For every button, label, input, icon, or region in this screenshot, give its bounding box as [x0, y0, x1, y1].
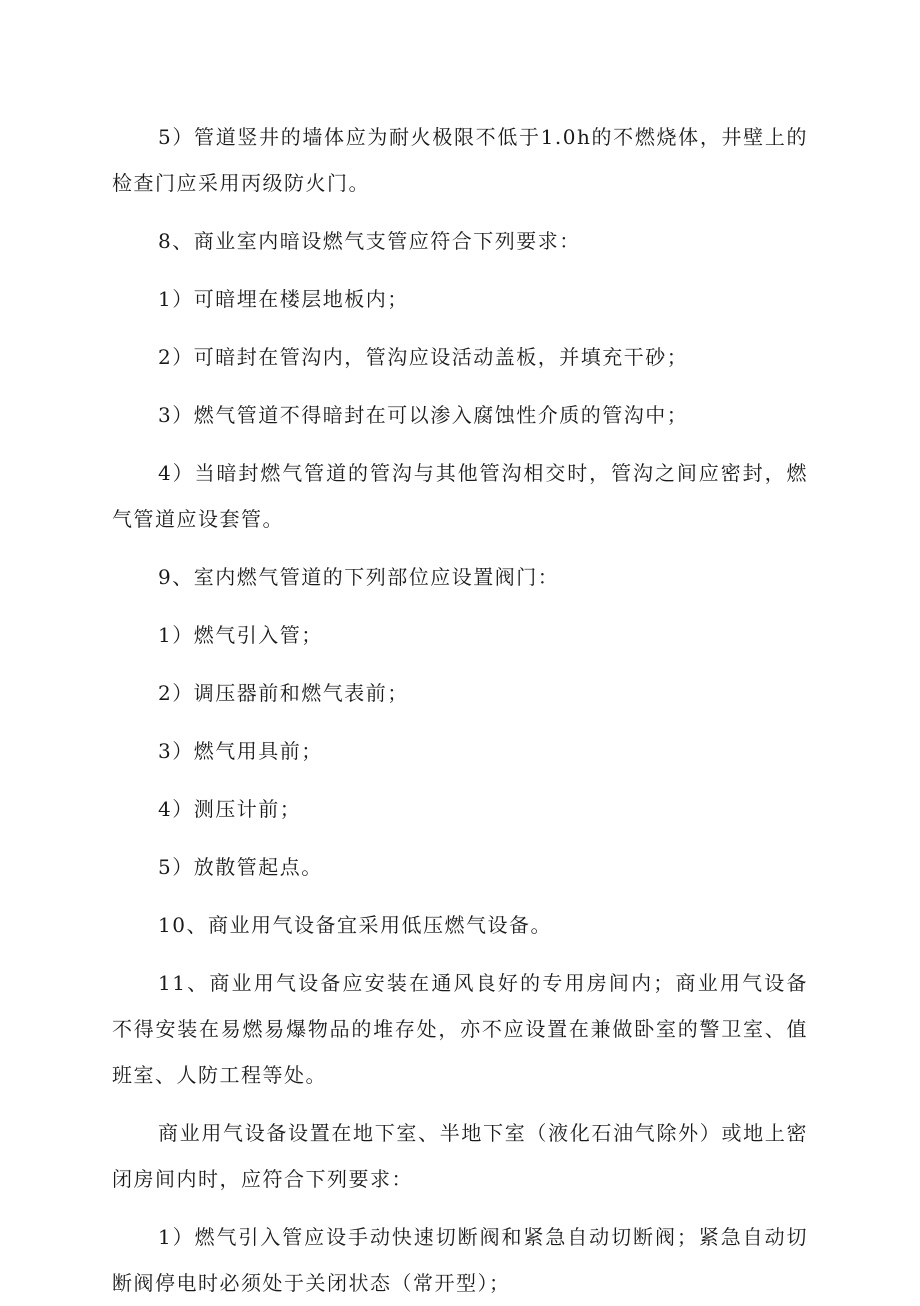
paragraph-item-8-2: 2）可暗封在管沟内，管沟应设活动盖板，并填充干砂； — [158, 345, 689, 369]
paragraph-item-9-3: 3）燃气用具前； — [158, 739, 323, 763]
paragraph-item-9-1: 1）燃气引入管； — [158, 623, 323, 647]
paragraph-item-9-2: 2）调压器前和燃气表前； — [158, 681, 409, 705]
paragraph-item-8-1: 1）可暗埋在楼层地板内； — [158, 287, 409, 311]
paragraph-item-8-heading: 8、商业室内暗设燃气支管应符合下列要求： — [158, 229, 581, 253]
paragraph-item-9-5: 5）放散管起点。 — [158, 855, 323, 879]
document-body — [112, 114, 808, 1306]
paragraph-item-9-heading: 9、室内燃气管道的下列部位应设置阀门： — [158, 565, 560, 589]
paragraph-basement-req-1: 1）燃气引入管应设手动快速切断阀和紧急自动切断阀；紧急自动切断阀停电时必须处于关闭状态（常开型）； — [112, 1225, 808, 1295]
paragraph-shaft-wall: 5）管道竖井的墙体应为耐火极限不低于1.0h的不燃烧体，井壁上的检查门应采用丙级防火门。 — [112, 125, 808, 195]
paragraph-item-8-4: 4）当暗封燃气管道的管沟与其他管沟相交时，管沟之间应密封，燃气管道应设套管。 — [112, 461, 808, 531]
paragraph-item-10: 10、商业用气设备宜采用低压燃气设备。 — [158, 913, 552, 937]
paragraph-item-9-4: 4）测压计前； — [158, 797, 302, 821]
paragraph-item-11: 11、商业用气设备应安装在通风良好的专用房间内；商业用气设备不得安装在易燃易爆物品的堆存处，亦不应设置在兼做卧室的警卫室、值班室、人防工程等处。 — [112, 971, 808, 1087]
paragraph-item-8-3: 3）燃气管道不得暗封在可以渗入腐蚀性介质的管沟中； — [158, 403, 689, 427]
paragraph-basement-requirements: 商业用气设备设置在地下室、半地下室（液化石油气除外）或地上密闭房间内时，应符合下列要求： — [112, 1121, 808, 1191]
